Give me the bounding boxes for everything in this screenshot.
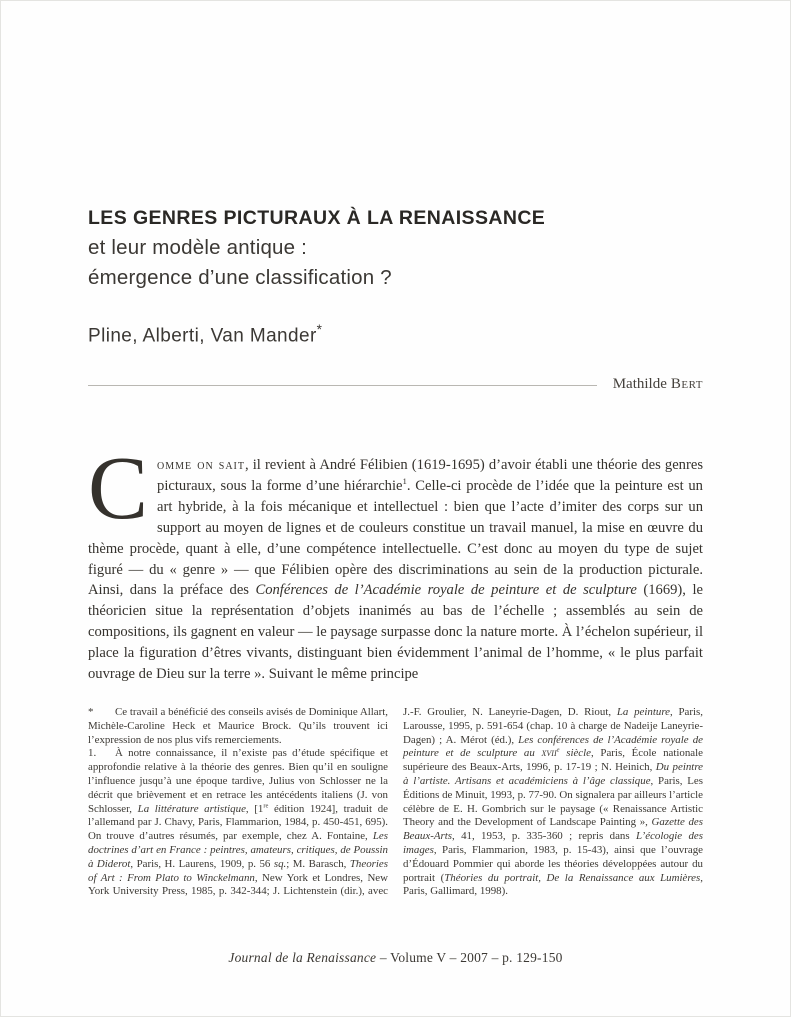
body-paragraph [88,439,704,685]
volume-page-info: – Volume V – 2007 – p. 129-150 [376,950,563,965]
subjects-note-ref: * [316,322,323,337]
subjects-line [88,322,322,347]
footnote-1-text: À notre connaissance, il n’existe pas d’étude spécifique et approfondie relative à la théorie des genres. Bien qu’il en souligne l’influence jusqu’à une époque tardive, Julius von Schlosser ne la décrit que brièvement et en retrace les antécédents italiens (J. von Schlosser, La littérature artistique, [1re édition 1924], traduit de l’allemand par J. Chavy, Paris, Flammarion, 1984, p. 450-451, 695). On trouve d’autres résumés, par exemple, chez A. Fontaine, Les doctrines d’art en France : peintres, amateurs, critiques, de Poussin à Diderot, Paris, H. Laurens, 1909, p. 56 sq.; M. Barasch, Theories of Art : From Plato to Winckelmann, New York et Londres, New York University Press, 1985, p. 342-344; J. Lichtenstein (dir.), avec J.-F. Groulier, N. Laneyrie-Dagen, D. Riout, La peinture, Paris, Larousse, 1995, p. 591-654 (chap. 10 à charge de Nadeije Laneyrie-Dagen) ; A. Mérot (éd.), Les conférences de l’Académie royale de peinture et de sculpture au xvii$^e$ siècle, Paris, École nationale supérieure des Beaux-Arts, 1996, p. 17-19 ; N. Heinich, Du peintre à l’artiste. Artisans et académiciens à l’âge classique, Paris, Les Éditions de Minuit, 1993, p. 77-90. On signalera par ailleurs l’article célèbre de E. H. Gombrich sur le paysage (« Renaissance Artistic Theory and the Development of Landscape Painting », Gazette des Beaux-Arts, 41, 1953, p. 335-360 ; repris dans L’écologie des images, Paris, Flammarion, 1983, p. 15-43), ainsi que l’ouvrage d’Édouard Pommier qui aborde les théories développées autour du portrait (Théories du portrait, De la Renaissance aux Lumières, Paris, Gallimard, 1998). [88,706,703,898]
author-first-name: Mathilde [612,376,667,392]
footnote-star-marker: * [88,706,94,718]
page-footer [0,950,791,966]
author-divider-rule [88,385,597,386]
author-name [613,376,703,393]
footnotes-section [88,706,703,918]
dropcap-letter: C [88,439,149,538]
article-subtitle-line2: émergence d’une classification ? [88,266,392,289]
body-rich-text: omme on sait, il revient à André Félibien (1619-1695) d’avoir établi une théorie des genres picturaux, sous la forme d’une hiérarchie$^1$. Celle-ci procède de l’idée que la peinture est un art hybride, à la fois mécanique et intellectuel : bien que l’acte d’imiter des corps sur un support au moyen de lignes et de couleurs constitue un travail manuel, la mise en œuvre du thème procède, quant à elle, d’une compétence intellectuelle. C’est donc au moyen du type de sujet figuré — du « genre » — que Félibien opère des discriminations au sein de la production picturale. Ainsi, dans la préface des Conférences de l’Académie royale de peinture et de sculpture (1669), le théoricien situe la représentation d’objets inanimés au bas de l’échelle ; assemblés au sein de compositions, ils gagnent en valeur — le paysage surpasse donc la nature morte. À l’échelon supérieur, il place la figuration d’êtres vivants, distinguant bien évidemment l’animal de l’homme, « le plus parfait ouvrage de Dieu sur la terre ». Suivant le même principe [88,457,704,683]
journal-name: Journal de la Renaissance [228,950,377,965]
footnote-1-marker: 1. [88,747,97,760]
article-header [88,203,703,293]
article-title: LES GENRES PICTURAUX À LA RENAISSANCE [88,207,546,229]
footnote-star [88,706,388,747]
subjects-text: Pline, Alberti, Van Mander [88,325,317,347]
author-row [88,376,703,393]
author-last-name: Bert [670,376,703,392]
article-subtitle-line1: et leur modèle antique : [88,236,308,259]
footnote-star-text: Ce travail a bénéficié des conseils avisés de Dominique Allart, Michèle-Caroline Heck et Maurice Brock. Qu’ils trouvent ici l’expression de nos plus vifs remerciements. [88,706,388,746]
